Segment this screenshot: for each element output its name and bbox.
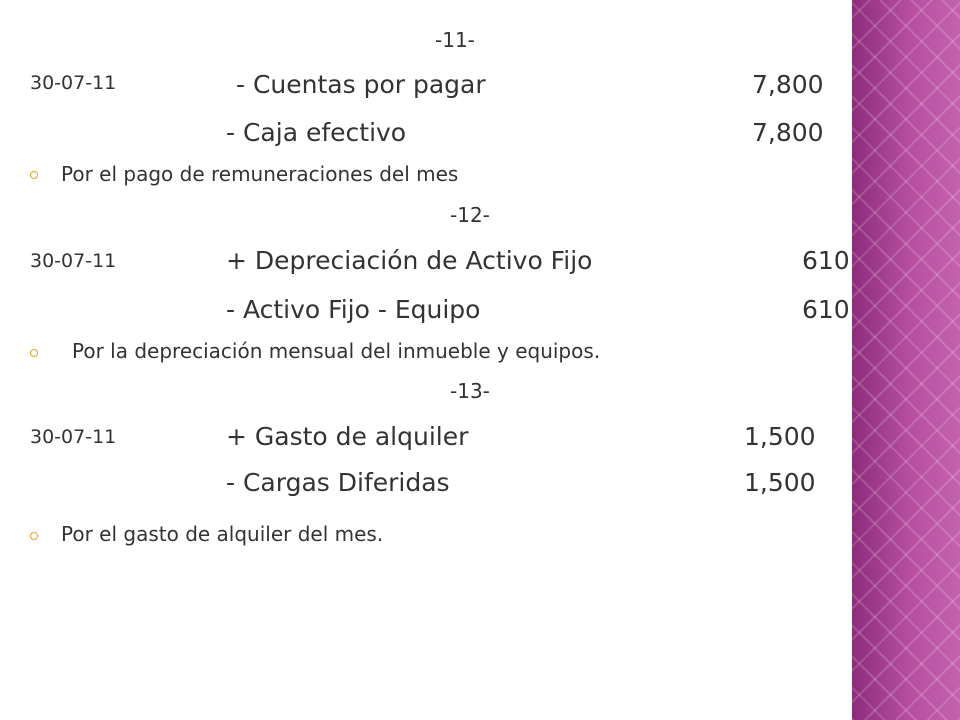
bullet-icon: [30, 532, 38, 540]
entry-note: Por el pago de remuneraciones del mes: [61, 162, 459, 186]
bullet-icon: [30, 349, 38, 357]
credit-account: - Activo Fijo - Equipo: [226, 295, 481, 324]
credit-account: - Caja efectivo: [226, 118, 407, 147]
entry-number: -13-: [450, 379, 490, 403]
entry-date: 30-07-11: [30, 250, 117, 272]
debit-amount: 1,500: [744, 422, 816, 451]
debit-account: + Gasto de alquiler: [226, 422, 469, 451]
decorative-sidebar: [852, 0, 960, 720]
entry-note: Por la depreciación mensual del inmueble y equipos.: [72, 339, 601, 363]
credit-amount: 610: [802, 295, 850, 324]
entry-note: Por el gasto de alquiler del mes.: [61, 522, 384, 546]
entry-date: 30-07-11: [30, 426, 117, 448]
debit-amount: 7,800: [752, 70, 824, 99]
debit-amount: 610: [802, 246, 850, 275]
credit-amount: 7,800: [752, 118, 824, 147]
entry-date: 30-07-11: [30, 72, 117, 94]
bullet-icon: [30, 171, 38, 179]
entry-number: -11-: [435, 28, 475, 52]
credit-amount: 1,500: [744, 468, 816, 497]
entry-number: -12-: [450, 203, 490, 227]
credit-account: - Cargas Diferidas: [226, 468, 450, 497]
debit-account: - Cuentas por pagar: [236, 70, 486, 99]
debit-account: + Depreciación de Activo Fijo: [226, 246, 593, 275]
